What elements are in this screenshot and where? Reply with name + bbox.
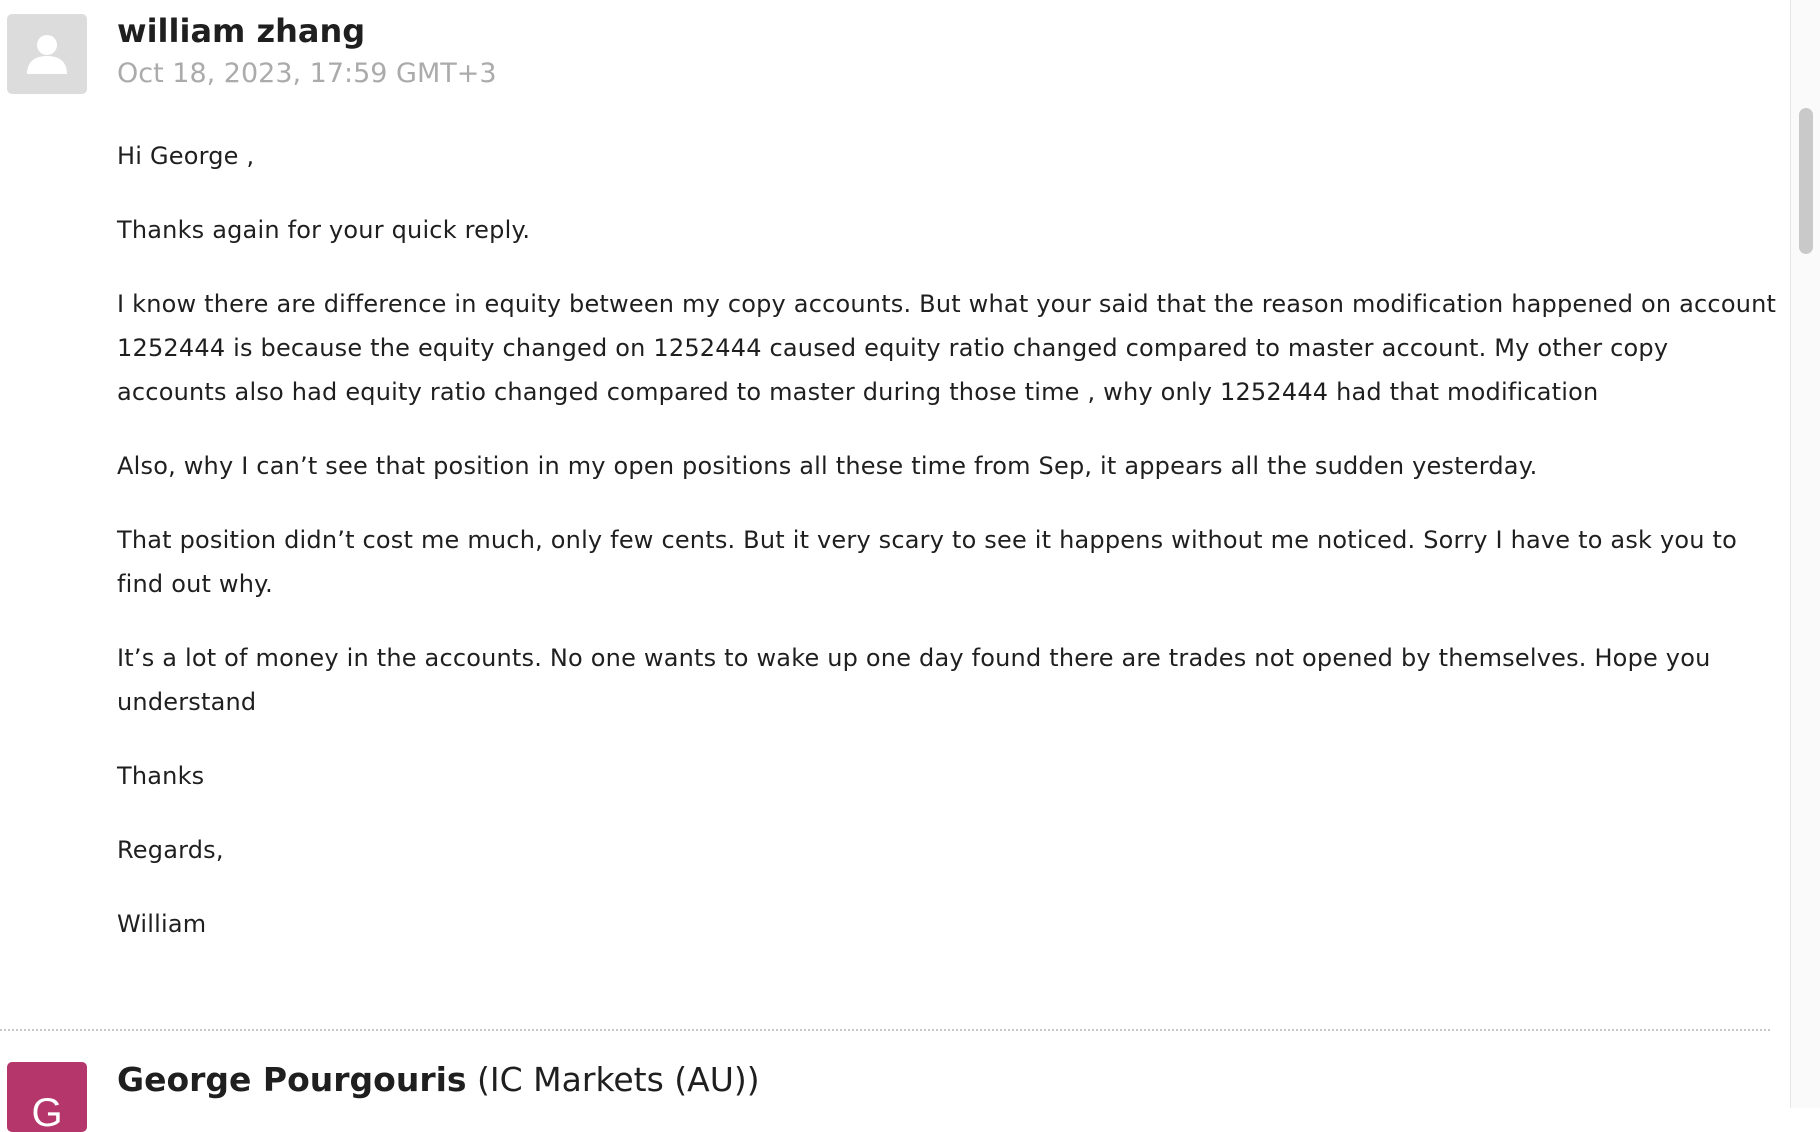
- avatar-letter: G: [31, 1091, 63, 1132]
- message-timestamp: Oct 18, 2023, 17:59 GMT+3: [117, 58, 497, 89]
- sender-avatar[interactable]: [7, 14, 87, 94]
- message-paragraph: Hi George ,: [117, 142, 255, 170]
- message-paragraph: William: [117, 910, 207, 938]
- message-paragraph: Thanks: [117, 762, 205, 790]
- message-divider: [0, 1029, 1770, 1031]
- sender-name: william zhang: [117, 12, 366, 50]
- message-paragraph: Regards,: [117, 836, 224, 864]
- message-paragraph: I know there are difference in equity between my copy accounts. But what your said that the reason modification happened on account 1252444 is because the equity changed on 1252444 caused equity ratio changed compared to master account. My other copy accounts also had equity ratio changed compared to master during those time , why only 1252444 had that modification: [117, 290, 1777, 406]
- message-paragraph: Thanks again for your quick reply.: [117, 216, 531, 244]
- scrollbar-thumb[interactable]: [1799, 108, 1813, 254]
- message-paragraph: It’s a lot of money in the accounts. No one wants to wake up one day found there are trades not opened by themselves. Hope you understand: [117, 644, 1711, 716]
- scrollbar[interactable]: [1790, 0, 1820, 1108]
- user-silhouette-icon: [25, 32, 69, 76]
- sender-avatar[interactable]: [7, 1062, 87, 1132]
- sender-organization: (IC Markets (AU)): [477, 1060, 760, 1099]
- message-body: [117, 134, 1777, 976]
- sender-line: [117, 1060, 760, 1099]
- message-paragraph: Also, why I can’t see that position in my open positions all these time from Sep, it appears all the sudden yesterday.: [117, 452, 1538, 480]
- sender-name: George Pourgouris: [117, 1060, 467, 1099]
- message-paragraph: That position didn’t cost me much, only few cents. But it very scary to see it happens without me noticed. Sorry I have to ask you to find out why.: [117, 526, 1737, 598]
